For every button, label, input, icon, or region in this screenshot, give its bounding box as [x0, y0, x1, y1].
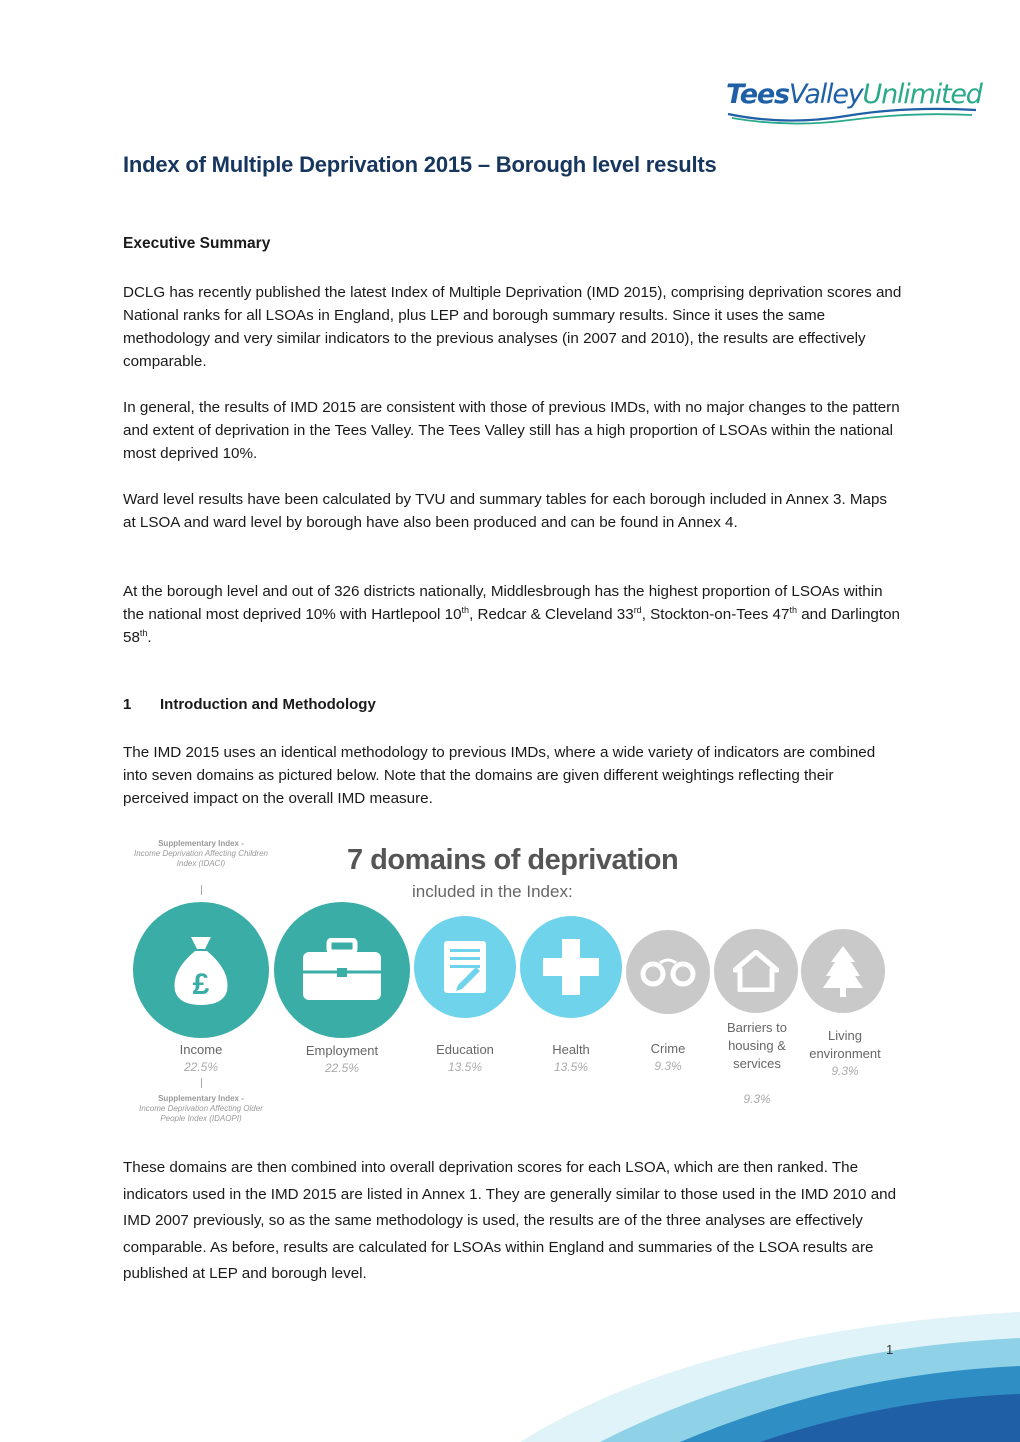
house-icon [733, 950, 779, 992]
domain-weight: 9.3% [654, 1059, 682, 1073]
domain-name: Income [179, 1042, 223, 1057]
domain-weight: 22.5% [324, 1061, 360, 1075]
crime-domain-circle [626, 930, 710, 1014]
logo-text-valley: Valley [788, 79, 863, 110]
exec-summary-paragraph-4: At the borough level and out of 326 districts nationally, Middlesbrough has the highest proportion of LSOAs within the national most deprived 10% with Hartlepool 10th, Redcar & Cleveland 33rd, Stockton-on-Tees 47th and Darlington 58th. [123, 583, 900, 646]
domain-weight: 13.5% [553, 1060, 589, 1074]
domain-name: Crime [650, 1041, 686, 1056]
domain-name: Employment [305, 1043, 379, 1058]
section-number: 1 [123, 696, 132, 713]
barriers-domain-circle [714, 929, 798, 1013]
domain-name: Barriers to housing & services [727, 1020, 787, 1071]
footer-wave-decoration [0, 1290, 1020, 1442]
domain-name: Health [552, 1042, 590, 1057]
logo-swoosh-icon [726, 106, 980, 126]
domains-infographic [125, 832, 895, 1132]
domain-weight: 13.5% [447, 1060, 483, 1074]
living-environment-domain-circle [801, 929, 885, 1013]
briefcase-icon [301, 938, 383, 1002]
executive-summary-heading: Executive Summary [123, 235, 271, 252]
logo-text-unlimited: Unlimited [862, 79, 982, 110]
tees-valley-unlimited-logo [726, 80, 980, 126]
section-title: Introduction and Methodology [160, 696, 376, 713]
logo-text-tees: Tees [726, 79, 789, 110]
supplementary-index-idaopi: Supplementary Index - Income Deprivation Affecting Older People Index (IDAOPI) [139, 1094, 263, 1123]
domain-weight: 9.3% [743, 1092, 771, 1106]
exec-summary-paragraph-2: In general, the results of IMD 2015 are consistent with those of previous IMDs, with no major changes to the pattern and extent of deprivation in the Tees Valley. The Tees Valley still has a high proportion of LSOAs within the national most deprived 10%. [123, 399, 900, 462]
svg-text:£: £ [192, 968, 210, 1001]
employment-domain-circle [274, 902, 410, 1038]
page-number: 1 [886, 1342, 894, 1357]
domain-weight: 9.3% [831, 1064, 859, 1078]
domain-name: Living environment [809, 1028, 881, 1061]
tree-icon [823, 944, 863, 998]
domain-name: Education [436, 1042, 494, 1057]
page-title: Index of Multiple Deprivation 2015 – Borough level results [123, 152, 717, 177]
cross-icon [541, 937, 601, 997]
domain-weight: 22.5% [183, 1060, 219, 1074]
section-1-paragraph-1: The IMD 2015 uses an identical methodology to previous IMDs, where a wide variety of indicators are combined into seven domains as pictured below. Note that the domains are given different weightings reflecting their perceived impact on the overall IMD measure. [123, 744, 876, 807]
education-domain-circle [414, 916, 516, 1018]
section-1-heading [123, 696, 376, 713]
money-bag-icon [169, 933, 233, 1007]
exec-summary-paragraph-1: DCLG has recently published the latest Index of Multiple Deprivation (IMD 2015), comprising deprivation scores and National ranks for all LSOAs in England, plus LEP and borough summary results. Since it uses the same methodology and very similar indicators to the previous analyses (in 2007 and 2010), the results are effectively comparable. [123, 284, 902, 370]
handcuffs-icon [638, 957, 698, 987]
health-domain-circle [520, 916, 622, 1018]
infographic-title: 7 domains of deprivation [347, 844, 679, 876]
exec-summary-paragraph-3: Ward level results have been calculated by TVU and summary tables for each borough included in Annex 3. Maps at LSOA and ward level by borough have also been produced and can be found in Annex 4. [123, 491, 888, 531]
supplementary-index-idaci: Supplementary Index - Income Deprivation Affecting Children Index (IDACI) [134, 839, 268, 868]
infographic-subtitle: included in the Index: [412, 882, 573, 901]
income-domain-circle [133, 902, 269, 1038]
section-1-paragraph-2: These domains are then combined into overall deprivation scores for each LSOA, which are then ranked. The indicators used in the IMD 2015 are listed in Annex 1. They are generally similar to those used in the IMD 2010 and IMD 2007 previously, so as the same methodology is used, the results are of the three analyses are effectively comparable. As before, results are calculated for LSOAs within England and summaries of the LSOA results are published at LEP and borough level. [123, 1159, 897, 1282]
notepad-icon [442, 939, 488, 995]
